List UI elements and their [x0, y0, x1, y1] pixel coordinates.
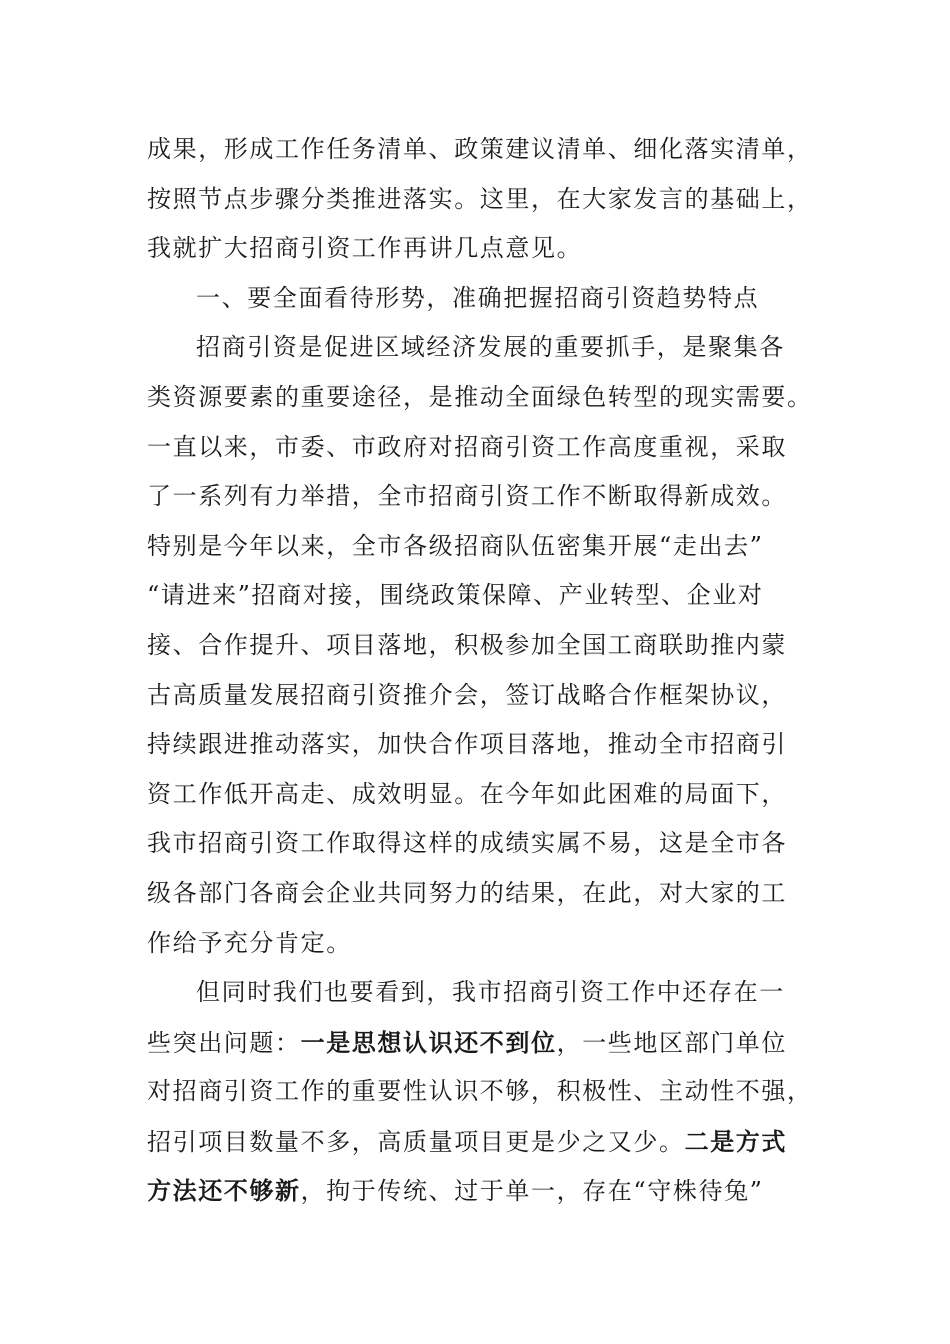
text-segment: 些突出问题： — [147, 1028, 301, 1057]
text-line: 我就扩大招商引资工作再讲几点意见。 — [147, 234, 583, 263]
text-line: 级各部门各商会企业共同努力的结果，在此，对大家的工 — [147, 878, 787, 907]
bold-highlight: 二是方式 — [684, 1126, 788, 1156]
text-line: 类资源要素的重要途径，是推动全面绿色转型的现实需要。 — [147, 382, 813, 411]
text-line: 招商引资是促进区域经济发展的重要抓手，是聚集各 — [196, 333, 785, 362]
text-line: 我市招商引资工作取得这样的成绩实属不易，这是全市各 — [147, 829, 787, 858]
text-line: 特别是今年以来，全市各级招商队伍密集开展“走出去” — [147, 531, 764, 560]
text-line: 古高质量发展招商引资推介会，签订战略合作框架协议， — [147, 680, 787, 709]
text-line: 持续跟进推动落实，加快合作项目落地，推动全市招商引 — [147, 730, 787, 759]
text-segment: ，拘于传统、过于单一，存在“守株待兔” — [300, 1177, 764, 1206]
text-line: 成果，形成工作任务清单、政策建议清单、细化落实清单， — [147, 135, 813, 163]
text-line: 接、合作提升、项目落地，积极参加全国工商联助推内蒙 — [147, 630, 787, 659]
text-segment: 招引项目数量不多，高质量项目更是少之又少。 — [147, 1127, 685, 1156]
bold-highlight: 一是思想认识还不到位 — [300, 1027, 557, 1057]
text-line: 按照节点步骤分类推进落实。这里，在大家发言的基础上， — [147, 184, 813, 213]
section-heading: 一、要全面看待形势，准确把握招商引资趋势特点 — [196, 283, 760, 312]
text-line: 了一系列有力举措，全市招商引资工作不断取得新成效。 — [147, 482, 787, 511]
text-line: 但同时我们也要看到，我市招商引资工作中还存在一 — [196, 978, 785, 1007]
text-line — [147, 1166, 807, 1216]
text-line: 一直以来，市委、市政府对招商引资工作高度重视，采取 — [147, 432, 787, 461]
document-body — [147, 125, 813, 1216]
bold-highlight: 方法还不够新 — [147, 1176, 301, 1206]
text-line: 资工作低开高走、成效明显。在今年如此困难的局面下， — [147, 779, 787, 808]
text-line — [147, 1117, 807, 1167]
text-line — [147, 1018, 807, 1068]
text-line: “请进来”招商对接，围绕政策保障、产业转型、企业对 — [147, 581, 764, 610]
text-segment: ，一些地区部门单位 — [556, 1028, 788, 1057]
text-line: 作给予充分肯定。 — [147, 928, 352, 957]
text-line: 对招商引资工作的重要性认识不够，积极性、主动性不强， — [147, 1077, 813, 1106]
